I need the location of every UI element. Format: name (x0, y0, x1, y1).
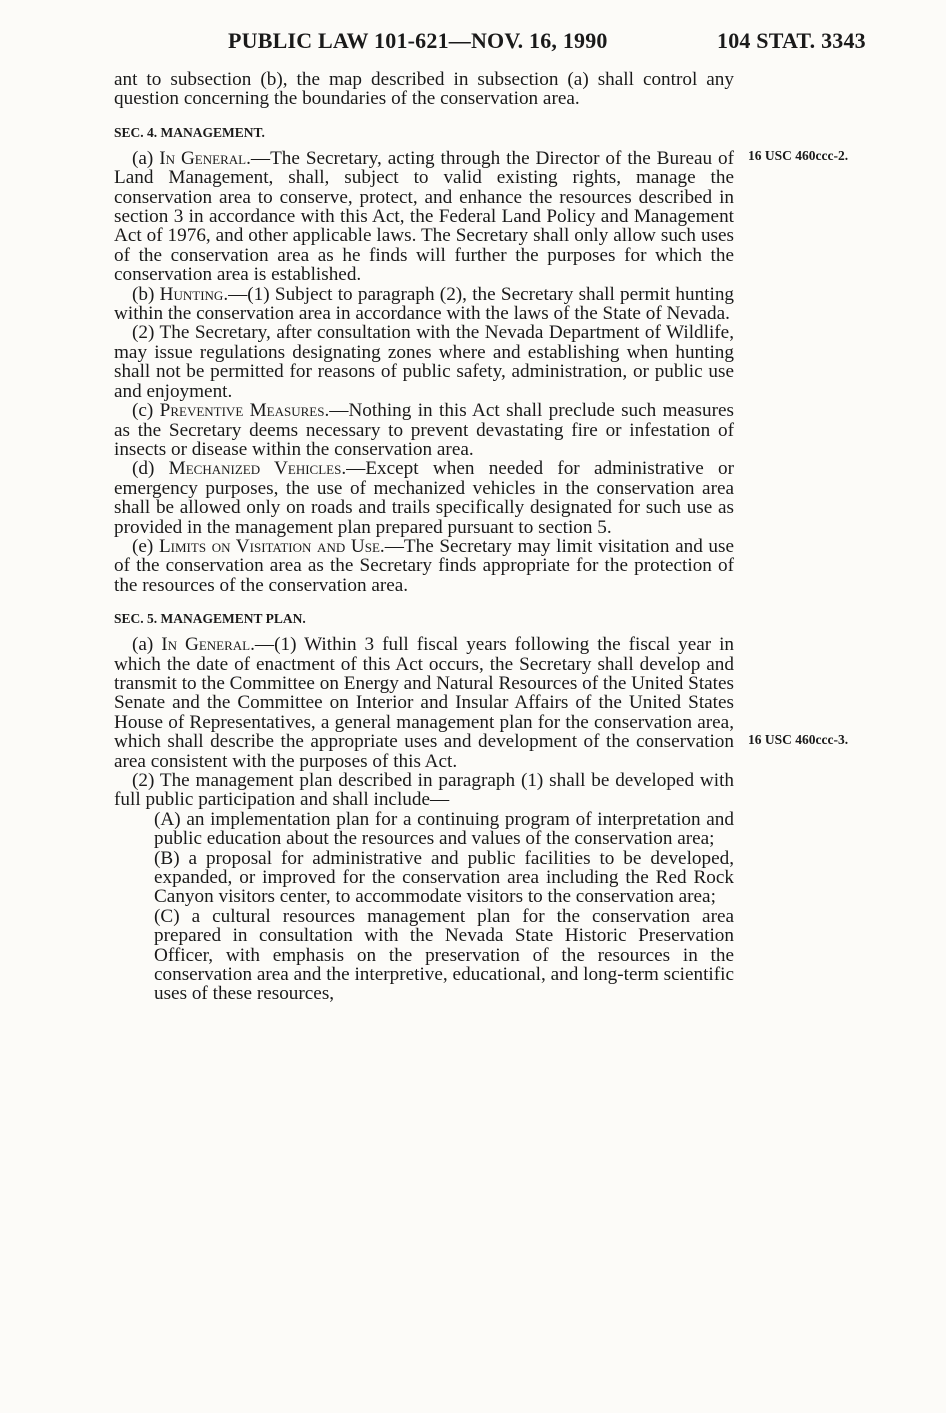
subsection-4a (114, 149, 734, 285)
clause-5C: (C) a cultural resources management plan for the conservation area prepared in consultation with the Nevada State Historic Preservation Officer, with emphasis on the preservation of the resources in the conservation area and the interpretive, educational, and long-term scientific uses of these resources, (154, 905, 734, 1005)
subsection-4d (114, 459, 734, 537)
subsection-label: (d) (132, 458, 169, 480)
subsection-4e (114, 537, 734, 595)
subsection-heading: Preventive Measures (159, 400, 325, 422)
subsection-text: .—(1) Subject to paragraph (2), the Secretary shall permit hunting within the conservation area in accordance with the laws of the State of Nevada. (114, 283, 735, 325)
paragraph-4b2: (2) The Secretary, after consultation with the Nevada Department of Wildlife, may issue regulations designating zones where and establishing when hunting shall not be permitted for reasons of public safety, administration, or public use and enjoyment. (114, 322, 734, 402)
stat-page-number: 104 STAT. 3343 (717, 28, 866, 53)
subsection-heading: Limits on Visitation and Use (158, 535, 380, 557)
subsection-label: (a) (132, 147, 160, 169)
subsection-heading: In General (159, 147, 247, 169)
subsection-heading: Hunting (159, 283, 224, 305)
subsection-text: .—Nothing in this Act shall preclude such measures as the Secretary deems necessary to prevent devastating fire or infestation of insects or disease within the conservation area. (114, 400, 734, 460)
subsection-label: (e) (132, 535, 159, 557)
subsection-label: (c) (132, 400, 160, 422)
subsection-text: .—Except when needed for administrative or emergency purposes, the use of mechanized vehicles in the conservation area shall be allowed only on roads and trails specifically designated for such use as provided in the management plan prepared pursuant to section 5. (114, 458, 734, 538)
section-heading-4: SEC. 4. MANAGEMENT. (114, 124, 265, 140)
subsection-text: .—The Secretary, acting through the Director of the Bureau of Land Management, shall, subject to valid existing rights, manage the conservation area to conserve, protect, and enhance the resources described in section 3 in accordance with this Act, the Federal Land Policy and Management Act of 1976, and other applicable laws. The Secretary shall only allow such uses of the conservation area as he finds will further the purposes for which the conservation area is established. (114, 147, 735, 286)
subsection-label: (b) (132, 283, 160, 305)
section-heading-5: SEC. 5. MANAGEMENT PLAN. (114, 611, 306, 627)
subsection-label: (a) (132, 634, 162, 656)
subsection-5a (114, 635, 734, 771)
document-body (114, 70, 734, 1004)
subsection-heading: Mechanized Vehicles (168, 458, 342, 480)
subsection-text: .—(1) Within 3 full fiscal years following the fiscal year in which the date of enactment of this Act occurs, the Secretary shall develop and transmit to the Committee on Energy and Natural Resources of the United States Senate and the Committee on Interior and Insular Affairs of the United States House of Representatives, a general management plan for the conservation area, which shall describe the appropriate uses and development of the conservation area consistent with the purposes of this Act. (114, 634, 734, 772)
subsection-4b (114, 285, 734, 324)
subsection-heading: In General (161, 634, 251, 656)
paragraph-continuation: ant to subsection (b), the map described in subsection (a) shall control any question concerning the boundaries of the conservation area. (114, 69, 734, 110)
subsection-text: .—The Secretary may limit visitation and use of the conservation area as the Secretary finds appropriate for the protection of the resources of the conservation area. (114, 535, 735, 596)
page-header (0, 28, 946, 62)
margin-citation-sec4: 16 USC 460ccc-2. (748, 148, 849, 163)
clause-5B: (B) a proposal for administrative and public facilities to be developed, expanded, or improved for the conservation area including the Red Rock Canyon visitors center, to accommodate visitors to the conservation area; (154, 847, 734, 908)
paragraph-5a2: (2) The management plan described in paragraph (1) shall be developed with full public participation and shall include— (114, 770, 734, 811)
running-title: PUBLIC LAW 101-621—NOV. 16, 1990 (228, 28, 608, 53)
clause-5A: (A) an implementation plan for a continuing program of interpretation and public education about the resources and values of the conservation area; (154, 808, 734, 850)
subsection-4c (114, 401, 734, 459)
margin-citation-sec5: 16 USC 460ccc-3. (748, 732, 849, 747)
